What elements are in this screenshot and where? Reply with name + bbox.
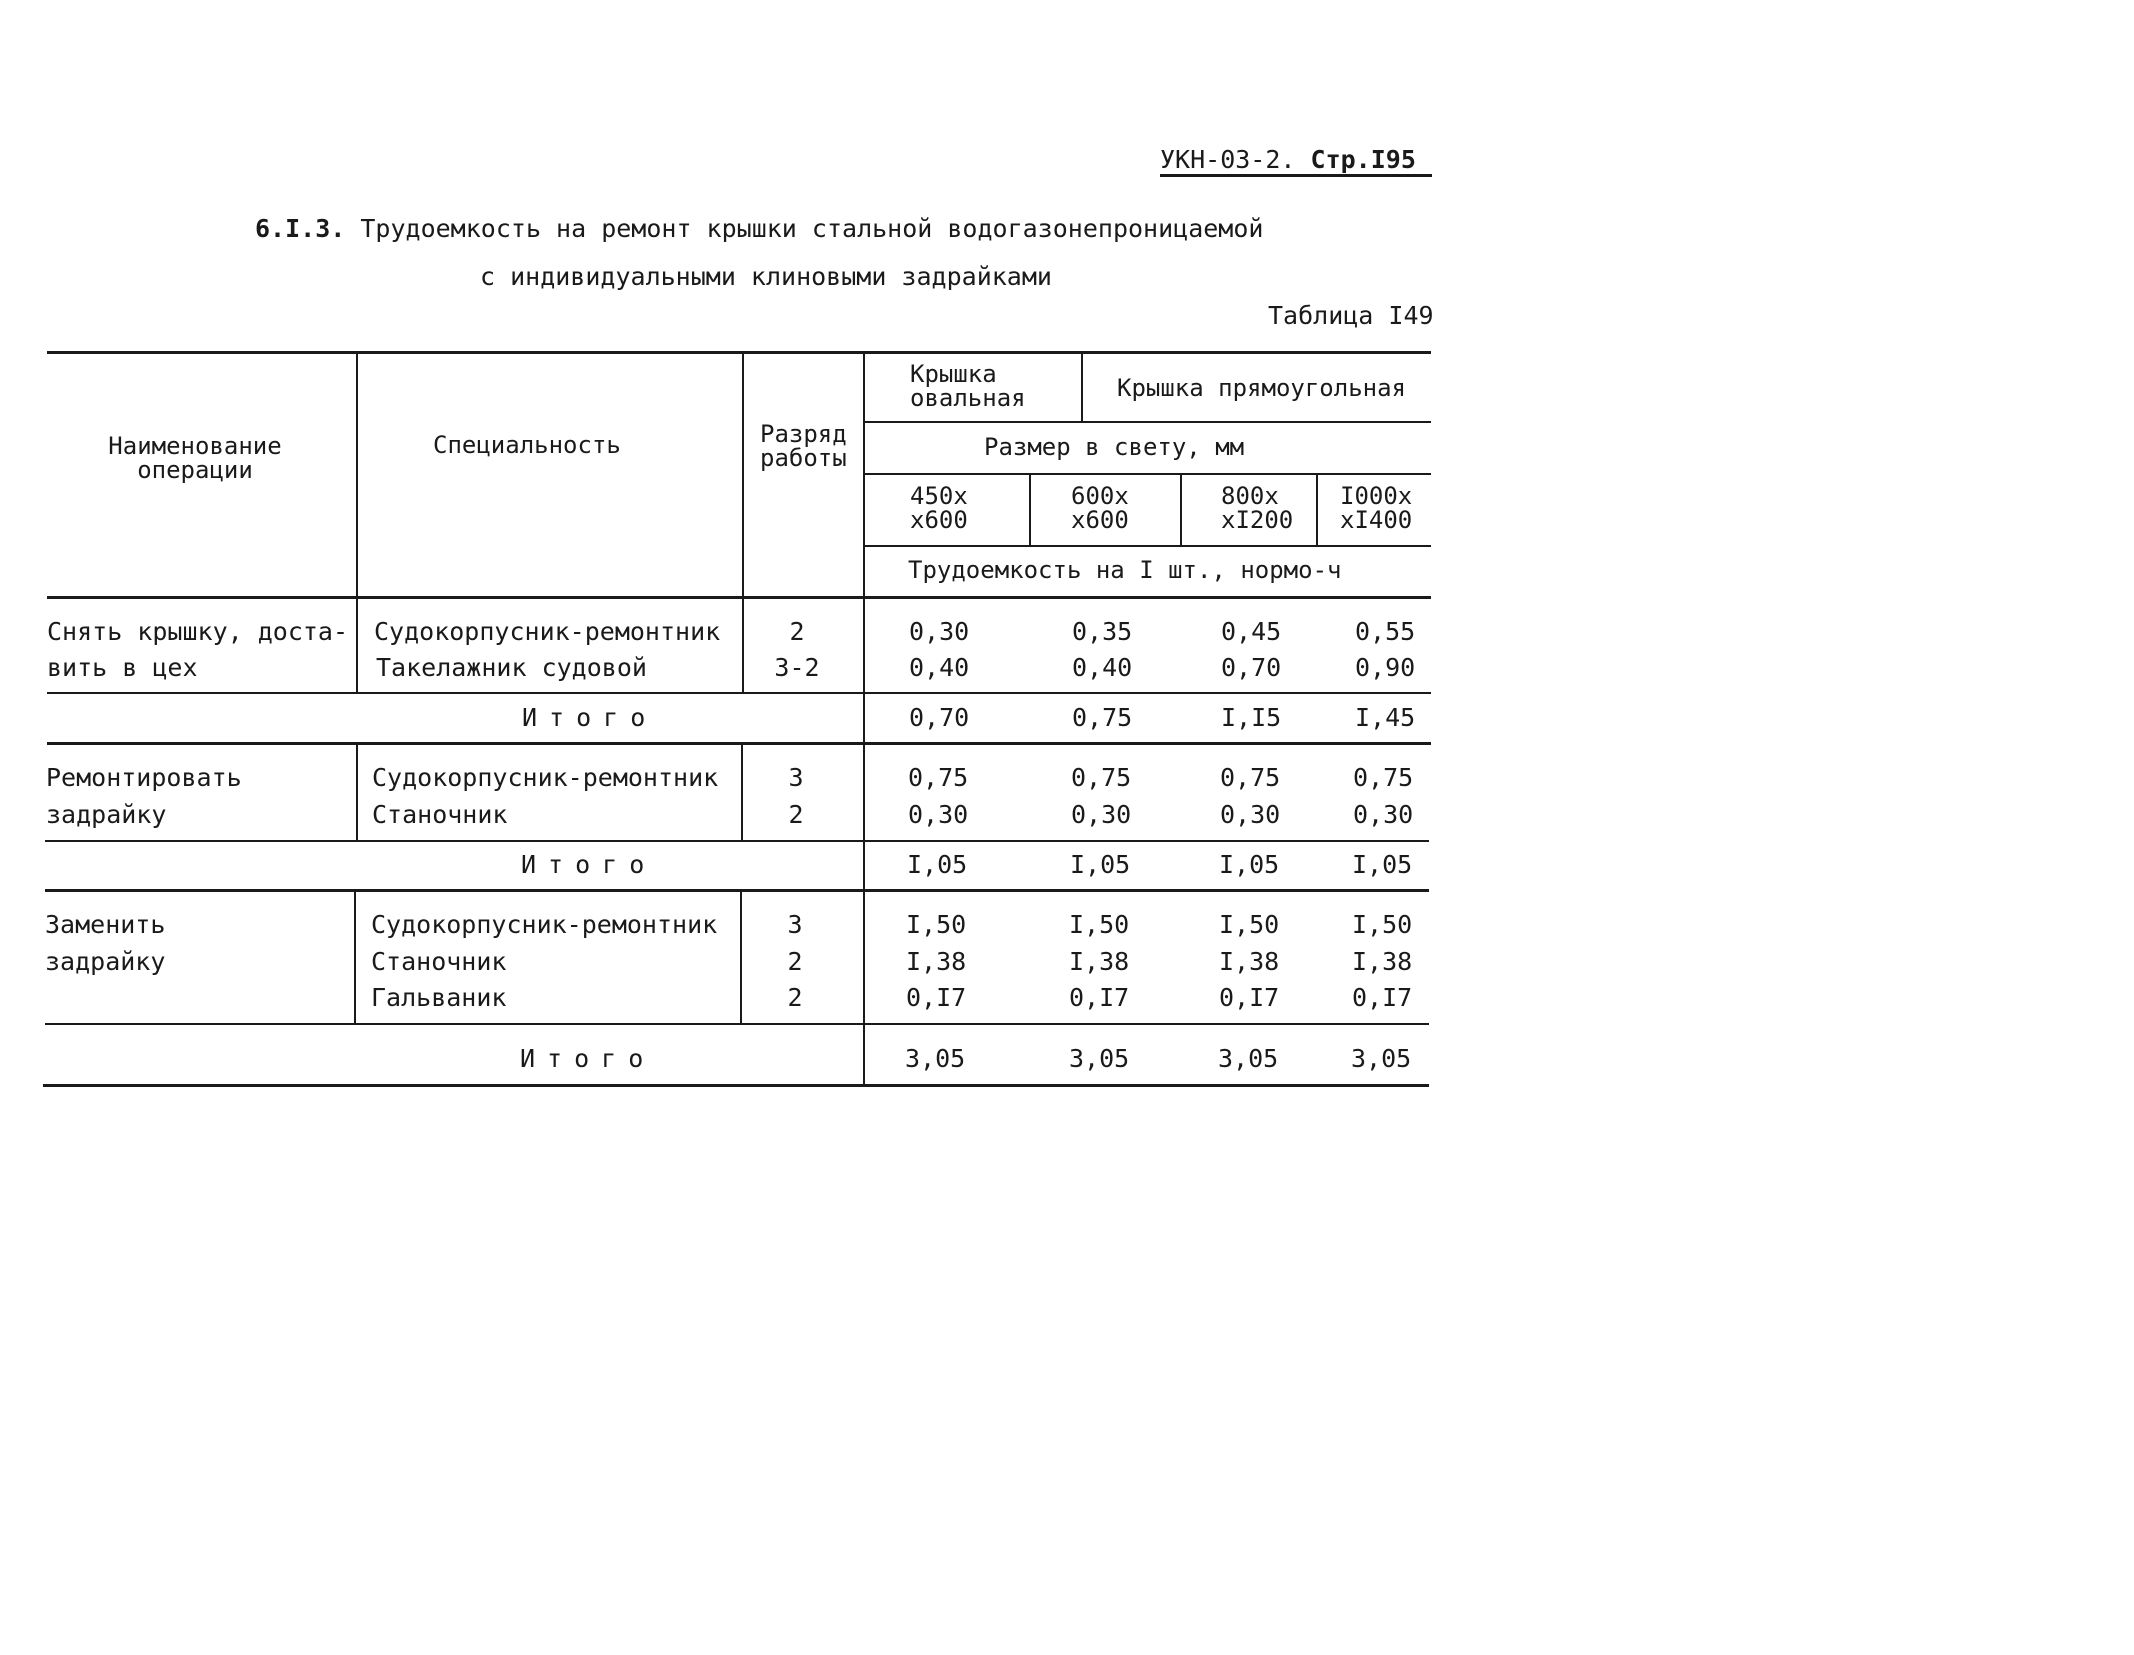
header-operation-line2: операции (137, 456, 253, 484)
operation-line: задрайку (45, 947, 166, 976)
table-top-rule (47, 351, 1431, 354)
col-rule-oval-rect (1081, 351, 1083, 422)
header-dim-3 (1221, 484, 1293, 532)
total-value: I,05 (1070, 850, 1131, 879)
header-dim-3-line2: хI200 (1221, 506, 1294, 534)
value-cell: 0,75 (1353, 763, 1414, 792)
value-cell: 0,55 (1355, 617, 1416, 646)
value-cell: 0,I7 (1069, 983, 1130, 1012)
total-label: Итого (521, 850, 657, 879)
table-number: Таблица I49 (1268, 301, 1434, 330)
value-cell: 0,90 (1355, 653, 1416, 682)
total-label: Итого (520, 1044, 656, 1073)
grade-cell: 3 (788, 763, 804, 792)
header-dim-1 (910, 484, 968, 532)
header-grade-line1: Разряд (760, 420, 847, 448)
header-dim-4 (1340, 484, 1412, 532)
header-dim-1-line1: 450х (910, 482, 968, 510)
total2-rule (45, 889, 1429, 892)
operation-line: Ремонтировать (46, 763, 242, 792)
col-rule-specialty-2 (356, 744, 358, 841)
header-dim-2-line2: х600 (1071, 506, 1129, 534)
value-cell: 0,I7 (1352, 983, 1413, 1012)
total-value: 3,05 (1218, 1044, 1279, 1073)
value-cell: 0,I7 (1219, 983, 1280, 1012)
value-cell: I,50 (1219, 910, 1280, 939)
group3-rule (45, 1023, 1429, 1025)
value-cell: I,38 (1069, 947, 1130, 976)
header-rule-2 (865, 473, 1431, 475)
total-value: 3,05 (1069, 1044, 1130, 1073)
value-cell: 0,70 (1221, 653, 1282, 682)
specialty-cell: Станочник (372, 800, 508, 829)
value-cell: 0,40 (909, 653, 970, 682)
col-rule-specialty-3 (354, 891, 356, 1024)
grade-cell: 2 (787, 947, 803, 976)
header-rule-1 (865, 421, 1431, 423)
table-bottom-rule (43, 1084, 1429, 1087)
total-value: I,05 (907, 850, 968, 879)
header-oval-line2: овальная (910, 384, 1026, 412)
value-cell: I,50 (1352, 910, 1413, 939)
header-operation-line1: Наименование (108, 432, 282, 460)
specialty-cell: Судокорпусник-ремонтник (371, 910, 718, 939)
total-value: 3,05 (1351, 1044, 1412, 1073)
col-rule-dim-3 (1316, 474, 1318, 546)
value-cell: 0,30 (1220, 800, 1281, 829)
col-rule-dim-1 (1029, 474, 1031, 546)
header-grade (760, 422, 847, 470)
header-dim-3-line1: 800х (1221, 482, 1279, 510)
value-cell: I,38 (1352, 947, 1413, 976)
specialty-cell: Судокорпусник-ремонтник (374, 617, 721, 646)
section-number: 6.I.3. (255, 214, 346, 243)
header-rect: Крышка прямоугольная (1117, 374, 1406, 402)
value-cell: 0,30 (909, 617, 970, 646)
header-bottom-rule (47, 596, 1431, 599)
section-title-line2: с индивидуальными клиновыми задрайками (480, 262, 1052, 291)
operation-line: вить в цех (47, 653, 198, 682)
value-cell: 0,75 (1071, 763, 1132, 792)
section-title-line1: Трудоемкость на ремонт крышки стальной водогазонепроницаемой (360, 214, 1264, 243)
value-cell: I,50 (1069, 910, 1130, 939)
grade-cell: 3-2 (774, 653, 820, 682)
total-value: I,45 (1355, 703, 1416, 732)
header-dim-1-line2: х600 (910, 506, 968, 534)
operation-line: Снять крышку, доста- (47, 617, 349, 646)
specialty-cell: Гальваник (371, 983, 507, 1012)
group2-rule (45, 840, 1429, 842)
specialty-cell: Такелажник судовой (376, 653, 647, 682)
total-value: I,05 (1219, 850, 1280, 879)
total-value: I,05 (1352, 850, 1413, 879)
col-rule-specialty (356, 351, 358, 693)
value-cell: 0,75 (908, 763, 969, 792)
value-cell: 0,30 (1353, 800, 1414, 829)
page-number: Стр.I95 (1310, 145, 1416, 174)
section-title (255, 214, 1263, 243)
value-cell: 0,45 (1221, 617, 1282, 646)
group1-rule (47, 692, 1431, 694)
value-cell: I,38 (906, 947, 967, 976)
total-label: Итого (522, 703, 658, 732)
header-oval-line1: Крышка (910, 360, 997, 388)
specialty-cell: Станочник (371, 947, 507, 976)
value-cell: I,38 (1219, 947, 1280, 976)
document-code-text: УКН-03-2. (1160, 145, 1296, 174)
header-specialty: Специальность (433, 431, 621, 459)
grade-cell: 2 (787, 983, 803, 1012)
total-value: 3,05 (905, 1044, 966, 1073)
grade-cell: 2 (789, 617, 805, 646)
header-size: Размер в свету, мм (984, 433, 1245, 461)
document-code (1160, 145, 1416, 174)
operation-line: задрайку (46, 800, 167, 829)
value-cell: 0,30 (1071, 800, 1132, 829)
header-dim-2-line1: 600х (1071, 482, 1129, 510)
header-rule-3 (865, 545, 1431, 547)
operation-line: Заменить (45, 910, 166, 939)
header-dim-4-line1: I000х (1340, 482, 1413, 510)
grade-cell: 2 (788, 800, 804, 829)
header-dim-4-line2: хI400 (1340, 506, 1413, 534)
grade-cell: 3 (787, 910, 803, 939)
col-rule-values (863, 351, 865, 1087)
value-cell: 0,I7 (906, 983, 967, 1012)
total1-rule (47, 742, 1431, 745)
header-oval (910, 362, 1026, 410)
header-underline (1160, 174, 1432, 177)
value-cell: 0,30 (908, 800, 969, 829)
header-dim-2 (1071, 484, 1129, 532)
header-grade-line2: работы (760, 444, 847, 472)
value-cell: 0,35 (1072, 617, 1133, 646)
total-value: 0,75 (1072, 703, 1133, 732)
value-cell: 0,40 (1072, 653, 1133, 682)
total-value: 0,70 (909, 703, 970, 732)
value-cell: 0,75 (1220, 763, 1281, 792)
value-cell: I,50 (906, 910, 967, 939)
col-rule-dim-2 (1180, 474, 1182, 546)
header-operation (100, 434, 290, 482)
specialty-cell: Судокорпусник-ремонтник (372, 763, 719, 792)
total-value: I,I5 (1221, 703, 1282, 732)
header-labor: Трудоемкость на I шт., нормо-ч (908, 556, 1342, 584)
